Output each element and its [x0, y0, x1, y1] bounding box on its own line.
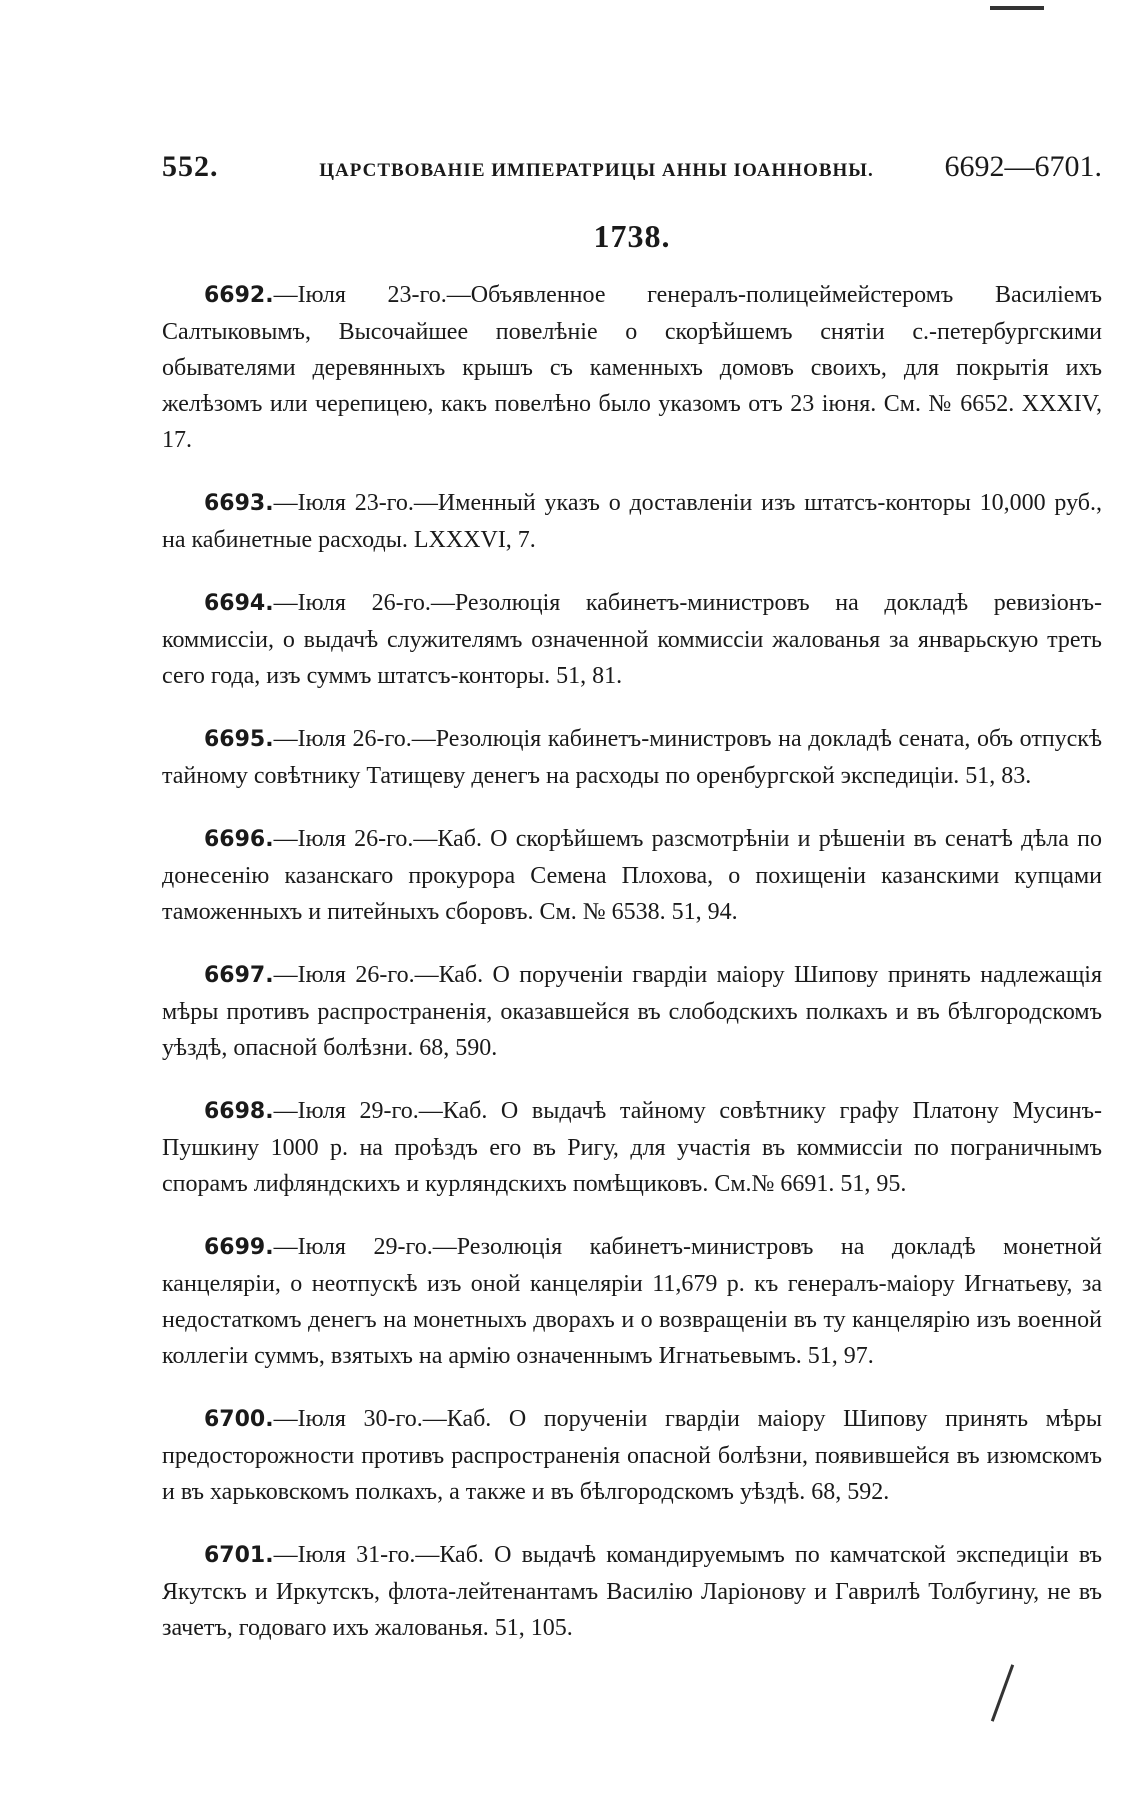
entry-range: 6692—6701.	[944, 150, 1102, 183]
entry-number: 6700.	[204, 1407, 274, 1432]
entry	[162, 485, 1102, 558]
entry-text: —Іюля 23-го.—Объявленное генералъ-полицеймейстеромъ Василіемъ Салтыковымъ, Высочайшее повелѣніе о скорѣйшемъ снятіи с.-петербургскими обывателями деревянныхъ крышъ съ каменныхъ домовъ своихъ, для покрытія ихъ желѣзомъ или черепицею, какъ повелѣно было указомъ отъ 23 іюня. См. № 6652. XXXIV, 17.	[162, 282, 1102, 453]
entry-text: —Іюля 29-го.—Резолюція кабинетъ-министровъ на докладѣ монетной канцеляріи, о неотпускѣ изъ оной канцеляріи 11,679 р. къ генералъ-маіору Игнатьеву, за недостаткомъ денегъ на монетныхъ дворахъ и о возвращеніи въ ту канцелярію изъ военной коллегіи суммъ, взятыхъ на армію означеннымъ Игнатьевымъ. 51, 97.	[162, 1234, 1102, 1369]
running-title: ЦАРСТВОВАНІЕ ИМПЕРАТРИЦЫ АННЫ ІОАННОВНЫ.	[319, 160, 874, 181]
entry-text: —Іюля 29-го.—Каб. О выдачѣ тайному совѣтнику графу Платону Мусинъ-Пушкину 1000 р. на проѣздъ его въ Ригу, для участія въ коммиссіи по пограничнымъ спорамъ лифляндскихъ и курляндскихъ помѣщиковъ. См.№ 6691. 51, 95.	[162, 1098, 1102, 1197]
entry-number: 6698.	[204, 1099, 274, 1124]
entry-number: 6696.	[204, 827, 274, 852]
entry	[162, 721, 1102, 794]
entry	[162, 957, 1102, 1066]
entry	[162, 277, 1102, 458]
entry-number: 6693.	[204, 491, 274, 516]
year-heading: 1738.	[593, 218, 671, 254]
document-page	[162, 150, 1102, 1673]
entry-number: 6697.	[204, 963, 274, 988]
entry-text: —Іюля 26-го.—Каб. О порученіи гвардіи маіору Шипову принять надлежащія мѣры противъ распространенія, оказавшейся въ слободскихъ полкахъ и въ бѣлгородскомъ уѣздѣ, опасной болѣзни. 68, 590.	[162, 962, 1102, 1061]
running-header	[162, 150, 1102, 198]
entry	[162, 1401, 1102, 1510]
page-number: 552.	[162, 150, 219, 183]
entry	[162, 1093, 1102, 1202]
entry	[162, 1537, 1102, 1646]
entry-number: 6692.	[204, 283, 274, 308]
entry-number: 6699.	[204, 1235, 274, 1260]
entry-number: 6694.	[204, 591, 274, 616]
entry	[162, 1229, 1102, 1374]
entry-text: —Іюля 23-го.—Именный указъ о доставленіи изъ штатсъ-конторы 10,000 руб., на кабинетные расходы. LXXXVI, 7.	[162, 490, 1102, 553]
entry-text: —Іюля 26-го.—Каб. О скорѣйшемъ разсмотрѣніи и рѣшеніи въ сенатѣ дѣла по донесенію казанскаго прокурора Семена Плохова, о похищеніи казанскими купцами таможенныхъ и питейныхъ сборовъ. См. № 6538. 51, 94.	[162, 826, 1102, 925]
entry	[162, 821, 1102, 930]
entry	[162, 585, 1102, 694]
entry-text: —Іюля 30-го.—Каб. О порученіи гвардіи маіору Шипову принять мѣры предосторожности противъ распространенія опасной болѣзни, появившейся въ изюмскомъ и въ харьковскомъ полкахъ, а также и въ бѣлгородскомъ уѣздѣ. 68, 592.	[162, 1406, 1102, 1505]
entry-text: —Іюля 31-го.—Каб. О выдачѣ командируемымъ по камчатской экспедиціи въ Якутскъ и Иркутскъ, флота-лейтенантамъ Василію Ларіонову и Гаврилѣ Толбугину, не въ зачетъ, годоваго ихъ жалованья. 51, 105.	[162, 1542, 1102, 1641]
entry-text: —Іюля 26-го.—Резолюція кабинетъ-министровъ на докладѣ ревизіонъ-коммиссіи, о выдачѣ служителямъ означенной коммиссіи жалованья за январьскую треть сего года, изъ суммъ штатсъ-конторы. 51, 81.	[162, 590, 1102, 689]
scan-artifact-top-right	[990, 6, 1044, 10]
entry-number: 6701.	[204, 1543, 274, 1568]
entry-number: 6695.	[204, 727, 274, 752]
entry-text: —Іюля 26-го.—Резолюція кабинетъ-министровъ на докладѣ сената, объ отпускѣ тайному совѣтнику Татищеву денегъ на расходы по оренбургской экспедиціи. 51, 83.	[162, 726, 1102, 789]
